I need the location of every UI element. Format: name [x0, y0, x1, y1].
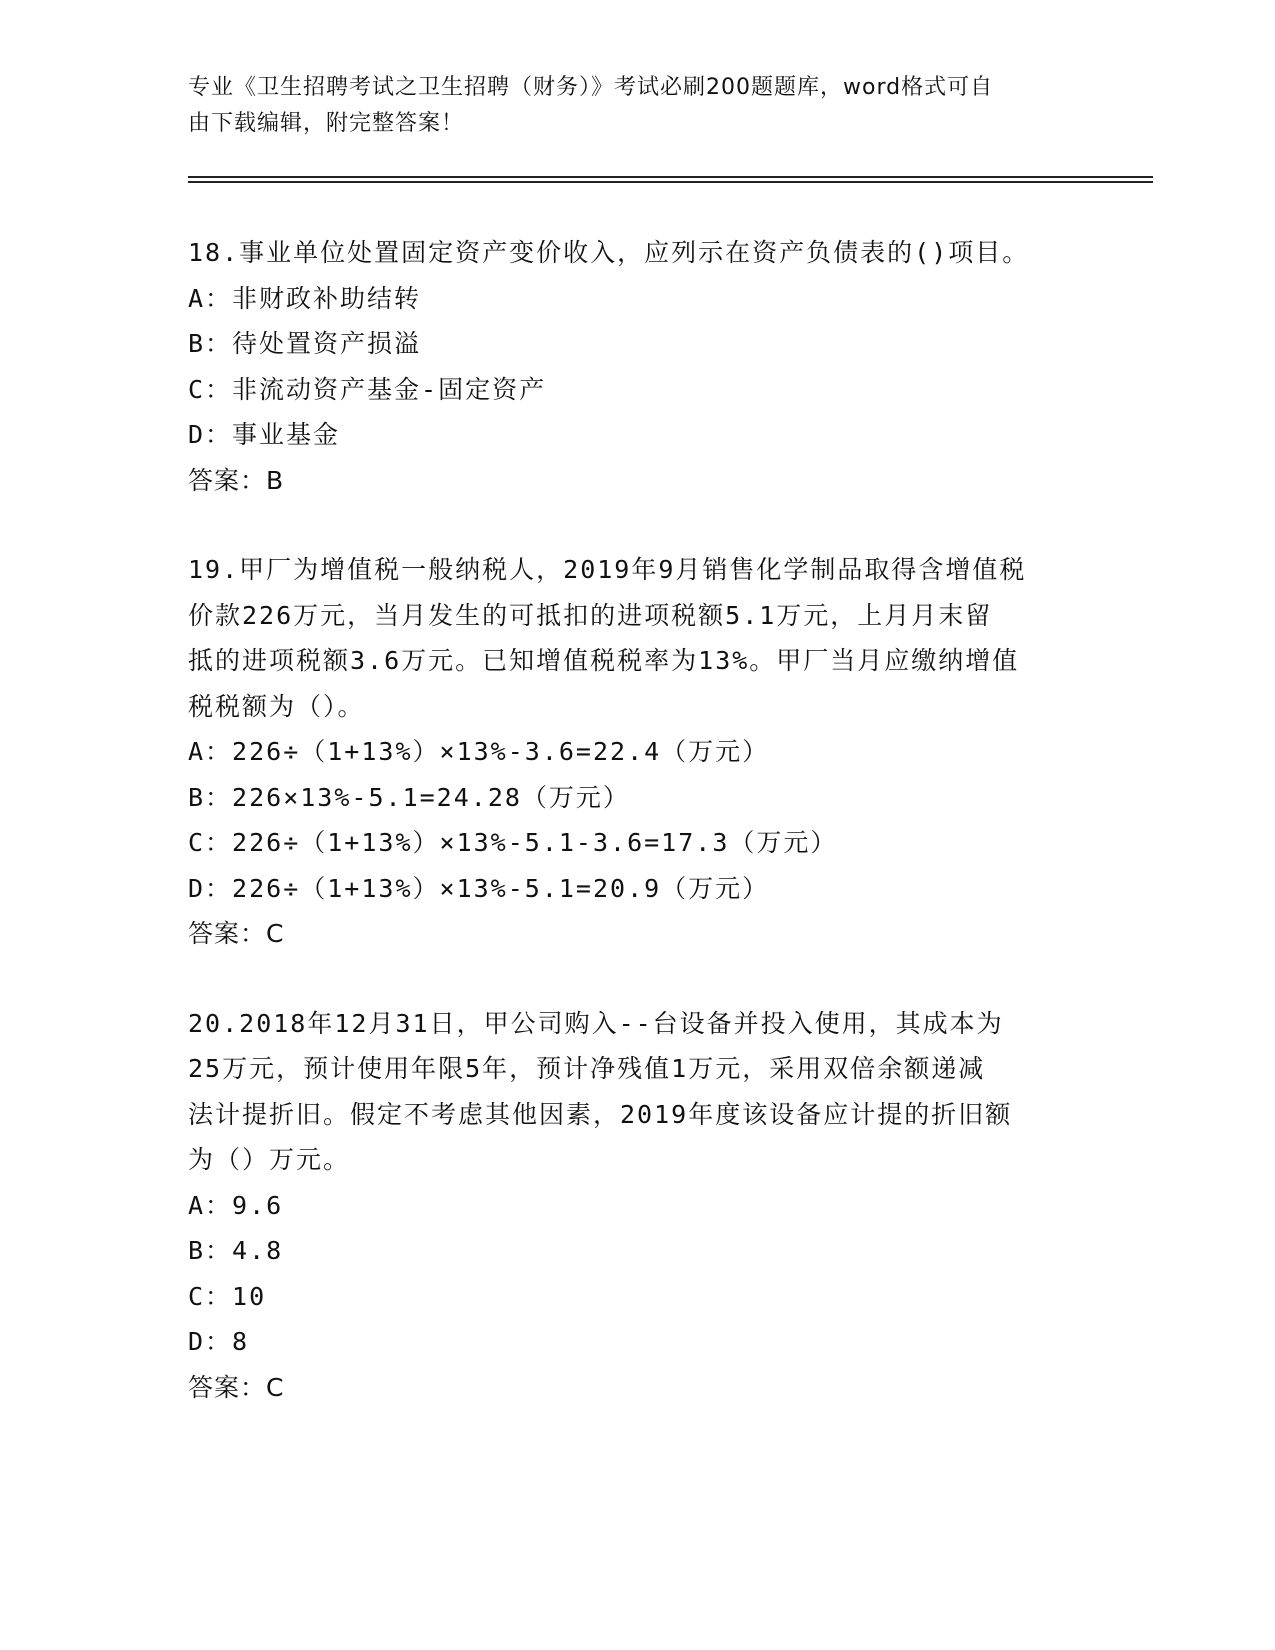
question-stem-line: 19.甲厂为增值税一般纳税人，2019年9月销售化学制品取得含增值税: [188, 555, 1027, 584]
answer-label: 答案：B: [188, 465, 285, 495]
option-a: A：9.6: [188, 1190, 284, 1220]
document-header: [188, 70, 1068, 142]
option-c: C：非流动资产基金-固定资产: [188, 374, 547, 404]
header-line-2: 由下载编辑，附完整答案！: [188, 111, 465, 136]
answer-label: 答案：C: [188, 919, 285, 948]
header-line-1: 专业《卫生招聘考试之卫生招聘（财务）》考试必刷200题题库，word格式可自: [188, 75, 994, 100]
option-b: B：4.8: [188, 1236, 284, 1265]
question-20: [188, 1001, 1088, 1411]
question-stem-line: 价款226万元，当月发生的可抵扣的进项税额5.1万元，上月月末留: [188, 600, 993, 630]
question-19: [188, 547, 1088, 957]
question-stem-line: 18.事业单位处置固定资产变价收入，应列示在资产负债表的()项目。: [188, 238, 1030, 267]
option-a: A：非财政补助结转: [188, 283, 422, 313]
header-divider-top: [188, 176, 1153, 178]
question-stem-line: 法计提折旧。假定不考虑其他因素，2019年度该设备应计提的折旧额: [188, 1099, 1013, 1129]
question-stem-line: 为（）万元。: [188, 1145, 351, 1174]
question-list: [188, 230, 1088, 1454]
option-d: D：226÷（1+13%）×13%-5.1=20.9（万元）: [188, 873, 770, 903]
option-c: C：226÷（1+13%）×13%-5.1-3.6=17.3（万元）: [188, 828, 838, 857]
question-stem-line: 抵的进项税额3.6万元。已知增值税税率为13%。甲厂当月应缴纳增值: [188, 646, 1020, 675]
option-a: A：226÷（1+13%）×13%-3.6=22.4（万元）: [188, 737, 770, 766]
answer-label: 答案：C: [188, 1372, 285, 1402]
question-stem-line: 20.2018年12月31日，甲公司购入--台设备并投入使用，其成本为: [188, 1008, 1004, 1038]
option-d: D：8: [188, 1327, 250, 1356]
option-b: B：待处置资产损溢: [188, 329, 422, 358]
option-c: C：10: [188, 1281, 267, 1311]
question-stem-line: 税税额为（）。: [188, 691, 365, 721]
question-18: [188, 230, 1088, 503]
option-d: D：事业基金: [188, 420, 341, 449]
option-b: B：226×13%-5.1=24.28（万元）: [188, 782, 630, 812]
question-stem-line: 25万元，预计使用年限5年，预计净残值1万元，采用双倍余额递减: [188, 1054, 986, 1083]
header-divider-bottom: [188, 181, 1153, 183]
